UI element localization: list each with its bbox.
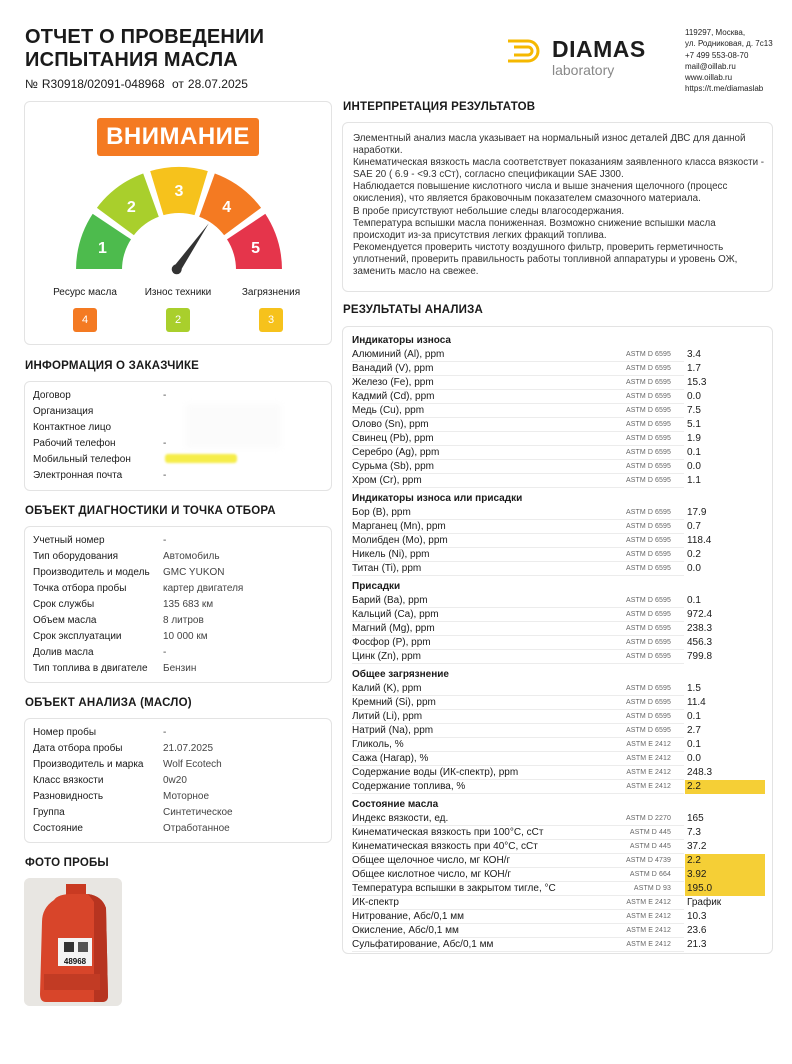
results-row: [352, 780, 766, 794]
results-row: [352, 910, 766, 924]
logo-brand: DIAMAS: [552, 36, 646, 62]
gauge-segment-label: 1: [97, 239, 107, 257]
parameter-name: Нитрование, Абс/0,1 мм: [352, 911, 464, 922]
test-method: ASTM D 6595: [625, 685, 671, 692]
gauge-chart: [71, 162, 287, 282]
results-row: [352, 924, 766, 938]
title-line-1: ОТЧЕТ О ПРОВЕДЕНИИ: [25, 26, 265, 48]
info-label: Мобильный телефон: [33, 454, 131, 465]
parameter-value: 37.2: [687, 841, 707, 852]
results-heading: РЕЗУЛЬТАТЫ АНАЛИЗА: [343, 304, 484, 316]
parameter-name: Кинематическая вязкость при 40°С, сСт: [352, 841, 538, 852]
info-label: Разновидность: [33, 791, 104, 802]
parameter-name: Общее щелочное число, мг КОН/г: [352, 855, 511, 866]
results-group-title: Состояние масла: [352, 799, 439, 810]
results-row: [352, 650, 766, 664]
info-label: Тип топлива в двигателе: [33, 663, 148, 674]
logo-sub: laboratory: [552, 62, 615, 78]
results-group-title: Общее загрязнение: [352, 669, 449, 680]
object-card: [24, 526, 332, 683]
parameter-name: Окисление, Абс/0,1 мм: [352, 925, 459, 936]
results-row: [352, 446, 766, 460]
info-label: Долив масла: [33, 647, 94, 658]
test-method: ASTM D 445: [629, 843, 671, 850]
parameter-value: 456.3: [687, 637, 713, 648]
report-title: [25, 26, 305, 72]
info-label: Группа: [33, 807, 65, 818]
results-row: [352, 362, 766, 376]
parameter-value: 0.7: [687, 521, 701, 532]
results-row: [352, 594, 766, 608]
parameter-name: Общее кислотное число, мг КОН/г: [352, 869, 512, 880]
parameter-name: Литий (Li), ppm: [352, 711, 423, 722]
test-method: ASTM E 2412: [626, 899, 671, 906]
interpretation-line: Элементный анализ масла указывает на нормальный износ деталей ДВС для данной наработки.: [353, 133, 746, 157]
test-method: ASTM E 2412: [626, 783, 671, 790]
gauge-segment-label: 4: [222, 198, 232, 216]
status-banner: ВНИМАНИЕ: [97, 118, 259, 156]
parameter-name: Олово (Sn), ppm: [352, 419, 429, 430]
info-label: Класс вязкости: [33, 775, 104, 786]
results-row: [352, 724, 766, 738]
parameter-value: 248.3: [687, 767, 713, 778]
parameter-value: 10.3: [687, 911, 707, 922]
results-row: [352, 840, 766, 854]
parameter-value-flagged: 2.2: [685, 780, 765, 794]
info-value: 21.07.2025: [163, 743, 214, 754]
test-method: ASTM D 6595: [625, 523, 671, 530]
gauge-segment-label: 3: [174, 183, 184, 200]
parameter-value: 1.9: [687, 433, 701, 444]
results-row: [352, 938, 766, 952]
info-label: Тип оборудования: [33, 551, 119, 562]
test-method: ASTM D 6595: [625, 421, 671, 428]
oil-heading: ОБЪЕКТ АНАЛИЗА (МАСЛО): [25, 697, 192, 709]
test-method: ASTM D 6595: [625, 449, 671, 456]
info-label: Точка отбора пробы: [33, 583, 127, 594]
parameter-value-flagged: 3.92: [685, 868, 765, 882]
info-value: Автомобиль: [163, 551, 220, 562]
indicator-label-resource: Ресурс масла: [53, 287, 117, 298]
info-value: картер двигателя: [163, 583, 244, 594]
contact-line: https://t.me/diamaslab: [685, 84, 764, 94]
contact-line: mail@oillab.ru: [685, 61, 736, 71]
test-method: ASTM D 6595: [625, 639, 671, 646]
parameter-value: График: [687, 897, 722, 908]
info-value: -: [163, 727, 167, 738]
info-value: Wolf Ecotech: [163, 759, 222, 770]
parameter-name: Марганец (Mn), ppm: [352, 521, 446, 532]
parameter-value: 118.4: [687, 535, 712, 546]
test-method: ASTM D 6595: [625, 537, 671, 544]
info-value: GMC YUKON: [163, 567, 225, 578]
results-row: [352, 548, 766, 562]
test-method: ASTM D 6595: [625, 463, 671, 470]
results-group-title: Присадки: [352, 581, 401, 592]
parameter-value: 0.1: [687, 711, 701, 722]
parameter-name: Кадмий (Cd), ppm: [352, 391, 435, 402]
info-label: Контактное лицо: [33, 422, 112, 433]
indicator-label-wear: Износ техники: [144, 287, 212, 298]
highlight-mark: [165, 454, 237, 463]
test-method: ASTM E 2412: [626, 755, 671, 762]
parameter-value: 11.4: [687, 697, 706, 708]
results-row: [352, 520, 766, 534]
info-label: Производитель и марка: [33, 759, 144, 770]
parameter-name: Сажа (Нагар), %: [352, 753, 429, 764]
results-row: [352, 376, 766, 390]
parameter-value: 0.0: [687, 563, 701, 574]
test-method: ASTM E 2412: [626, 769, 671, 776]
results-row: [352, 608, 766, 622]
results-row: [352, 404, 766, 418]
oil-bottle-image: [24, 878, 122, 1006]
results-row: [352, 506, 766, 520]
info-label: Объем масла: [33, 615, 97, 626]
test-method: ASTM D 6595: [625, 597, 671, 604]
parameter-name: ИК-спектр: [352, 897, 399, 908]
test-method: ASTM D 664: [629, 871, 671, 878]
test-method: ASTM D 6595: [625, 713, 671, 720]
parameter-name: Фосфор (P), ppm: [352, 637, 431, 648]
indicator-badge-resource: 4: [73, 308, 97, 332]
test-method: ASTM D 6595: [625, 625, 671, 632]
parameter-value: 23.6: [687, 925, 707, 936]
gauge-segment-label: 2: [126, 198, 136, 216]
interpretation-line: Наблюдается повышение кислотного числа и выше значения щелочного (процесс окисления), что является браковочным показателем смазочного материала.: [353, 181, 728, 205]
info-value: Бензин: [163, 663, 197, 674]
parameter-value: 1.5: [687, 683, 701, 694]
test-method: ASTM D 6595: [625, 509, 671, 516]
results-group-title: Индикаторы износа: [352, 335, 451, 346]
info-value: 135 683 км: [163, 599, 214, 610]
interpretation-line: Температура вспышки масла пониженная. Возможно снижение вспышки масла происходит из-за присутствия легких фракций топлива.: [353, 217, 716, 241]
parameter-name: Сульфатирование, Абс/0,1 мм: [352, 939, 494, 950]
info-value: -: [163, 647, 167, 658]
test-method: ASTM D 4739: [625, 857, 671, 864]
info-label: Состояние: [33, 823, 83, 834]
test-method: ASTM E 2412: [626, 927, 671, 934]
results-row: [352, 812, 766, 826]
info-label: Срок эксплуатации: [33, 631, 122, 642]
test-method: ASTM D 6595: [625, 565, 671, 572]
interpretation-card: [342, 122, 773, 292]
parameter-value: 5.1: [687, 419, 701, 430]
logo-mark-icon: [506, 38, 544, 64]
parameter-name: Алюминий (Al), ppm: [352, 349, 445, 360]
results-row: [352, 682, 766, 696]
results-row: [352, 896, 766, 910]
parameter-value: 7.3: [687, 827, 701, 838]
parameter-name: Свинец (Pb), ppm: [352, 433, 434, 444]
interpretation-line: В пробе присутствуют небольшие следы влагосодержания.: [353, 205, 625, 217]
test-method: ASTM D 6595: [625, 611, 671, 618]
status-gauge-card: [24, 101, 332, 345]
results-group-title: Индикаторы износа или присадки: [352, 493, 523, 504]
test-method: ASTM D 2270: [625, 815, 671, 822]
parameter-name: Содержание воды (ИК-спектр), ppm: [352, 767, 519, 778]
parameter-value: 21.3: [687, 939, 707, 950]
test-method: ASTM D 6595: [625, 653, 671, 660]
indicator-label-contamination: Загрязнения: [241, 287, 301, 298]
parameter-name: Кальций (Ca), ppm: [352, 609, 439, 620]
info-label: Дата отбора пробы: [33, 743, 123, 754]
parameter-value: 1.7: [687, 363, 701, 374]
parameter-name: Калий (K), ppm: [352, 683, 422, 694]
test-method: ASTM D 6595: [625, 351, 671, 358]
results-row: [352, 766, 766, 780]
test-method: ASTM E 2412: [626, 941, 671, 948]
results-row: [352, 622, 766, 636]
contact-line: 119297, Москва,: [685, 28, 746, 37]
object-heading: ОБЪЕКТ ДИАГНОСТИКИ И ТОЧКА ОТБОРА: [25, 505, 276, 517]
info-value: -: [163, 470, 167, 481]
parameter-value-flagged: 2.2: [685, 854, 765, 868]
parameter-value: 799.8: [687, 651, 713, 662]
results-row: [352, 696, 766, 710]
gauge-needle: [173, 223, 208, 271]
contact-line: www.oillab.ru: [685, 73, 733, 83]
gauge-needle-hub: [172, 264, 182, 274]
interpretation-heading: ИНТЕРПРЕТАЦИЯ РЕЗУЛЬТАТОВ: [343, 101, 536, 113]
oil-card: [24, 718, 332, 843]
sample-label: 48968: [63, 957, 87, 966]
test-method: ASTM E 2412: [626, 741, 671, 748]
parameter-name: Барий (Ba), ppm: [352, 595, 428, 606]
parameter-name: Никель (Ni), ppm: [352, 549, 430, 560]
parameter-value: 0.1: [687, 447, 701, 458]
results-row: [352, 562, 766, 576]
results-row: [352, 854, 766, 868]
diamas-logo: [506, 34, 671, 84]
test-method: ASTM D 6595: [625, 435, 671, 442]
test-method: ASTM E 2412: [626, 913, 671, 920]
parameter-name: Кинематическая вязкость при 100°С, сСт: [352, 827, 544, 838]
photo-heading: ФОТО ПРОБЫ: [25, 857, 109, 869]
contacts-block: [685, 27, 790, 95]
parameter-value: 1.1: [687, 475, 701, 486]
parameter-value: 972.4: [687, 609, 713, 620]
parameter-name: Сурьма (Sb), ppm: [352, 461, 434, 472]
parameter-value: 0.1: [687, 595, 701, 606]
contact-line: +7 499 553-08-70: [685, 50, 749, 60]
interpretation-line: Кинематическая вязкость масла соответствует показаниям заявленного класса вязкости - SAE 20 ( 6.9 - <9.3 сСт), согласно спецификации SAE J300.: [353, 157, 765, 181]
test-method: ASTM D 6595: [625, 699, 671, 706]
parameter-name: Цинк (Zn), ppm: [352, 651, 421, 662]
results-row: [352, 868, 766, 882]
test-method: ASTM D 6595: [625, 365, 671, 372]
parameter-value: 17.9: [687, 507, 707, 518]
info-value: -: [163, 390, 167, 401]
parameter-value: 0.0: [687, 461, 701, 472]
parameter-value: 165: [687, 813, 704, 824]
info-label: Учетный номер: [33, 535, 105, 546]
parameter-name: Ванадий (V), ppm: [352, 363, 434, 374]
parameter-value: 15.3: [687, 377, 707, 388]
parameter-value: 2.7: [687, 725, 701, 736]
info-label: Срок службы: [33, 599, 95, 610]
parameter-name: Молибден (Mo), ppm: [352, 535, 448, 546]
results-row: [352, 752, 766, 766]
test-method: ASTM D 6595: [625, 407, 671, 414]
parameter-name: Гликоль, %: [352, 739, 404, 750]
report-date: 28.07.2025: [187, 77, 248, 91]
customer-heading: ИНФОРМАЦИЯ О ЗАКАЗЧИКЕ: [25, 360, 200, 372]
info-value: 8 литров: [163, 615, 204, 626]
results-row: [352, 710, 766, 724]
results-row: [352, 738, 766, 752]
title-line-2: ИСПЫТАНИЯ МАСЛА: [25, 49, 238, 71]
info-value: -: [163, 438, 167, 449]
info-label: Договор: [33, 390, 71, 401]
info-value: Отработанное: [163, 823, 230, 834]
parameter-name: Температура вспышки в закрытом тигле, °С: [352, 883, 556, 894]
results-row: [352, 474, 766, 488]
number-prefix: №: [25, 77, 38, 91]
sample-photo: [24, 878, 122, 1006]
parameter-name: Медь (Cu), ppm: [352, 405, 425, 416]
info-value: Моторное: [163, 791, 210, 802]
test-method: ASTM D 6595: [625, 727, 671, 734]
results-row: [352, 826, 766, 840]
test-method: ASTM D 93: [633, 885, 671, 892]
info-value: 10 000 км: [163, 631, 208, 642]
results-row: [352, 390, 766, 404]
parameter-name: Серебро (Ag), ppm: [352, 447, 440, 458]
parameter-value: 0.0: [687, 753, 701, 764]
interpretation-line: Рекомендуется проверить чистоту воздушного фильтр, проверить герметичность уплотнений, проверить правильность работы топливной аппаратуры и уровень ОЖ, заменить масло на свежее.: [353, 241, 738, 278]
info-label: Рабочий телефон: [33, 438, 116, 449]
results-row: [352, 534, 766, 548]
parameter-value: 0.1: [687, 739, 701, 750]
results-card: [342, 326, 773, 954]
indicator-badge-wear: 2: [166, 308, 190, 332]
parameter-name: Железо (Fe), ppm: [352, 377, 434, 388]
parameter-name: Бор (B), ppm: [352, 507, 411, 518]
document-number: [25, 77, 252, 91]
parameter-name: Индекс вязкости, ед.: [352, 813, 449, 824]
parameter-value: 3.4: [687, 349, 701, 360]
parameter-name: Магний (Mg), ppm: [352, 623, 435, 634]
test-method: ASTM D 6595: [625, 379, 671, 386]
test-method: ASTM D 445: [629, 829, 671, 836]
results-row: [352, 460, 766, 474]
parameter-value: 0.2: [687, 549, 701, 560]
gauge-segment-label: 5: [251, 239, 261, 257]
results-row: [352, 882, 766, 896]
results-row: [352, 432, 766, 446]
parameter-value-flagged: 195.0: [685, 882, 765, 896]
interpretation-text: [353, 133, 767, 278]
info-label: Электронная почта: [33, 470, 123, 481]
parameter-value: 0.0: [687, 391, 701, 402]
info-value: Синтетическое: [163, 807, 233, 818]
info-label: Организация: [33, 406, 94, 417]
info-label: Номер пробы: [33, 727, 97, 738]
date-prefix: от: [172, 77, 184, 91]
parameter-name: Хром (Cr), ppm: [352, 475, 422, 486]
redacted-area: [186, 404, 281, 448]
parameter-name: Натрий (Na), ppm: [352, 725, 434, 736]
parameter-name: Содержание топлива, %: [352, 781, 466, 792]
info-value: -: [163, 535, 167, 546]
report-number: R30918/02091-048968: [41, 77, 165, 91]
info-label: Производитель и модель: [33, 567, 150, 578]
results-row: [352, 636, 766, 650]
parameter-name: Кремний (Si), ppm: [352, 697, 436, 708]
parameter-name: Титан (Ti), ppm: [352, 563, 422, 574]
customer-card: [24, 381, 332, 491]
indicator-badge-contamination: 3: [259, 308, 283, 332]
info-value: 0w20: [163, 775, 187, 786]
test-method: ASTM D 6595: [625, 477, 671, 484]
results-row: [352, 348, 766, 362]
test-method: ASTM D 6595: [625, 393, 671, 400]
contact-line: ул. Родниковая, д. 7с13: [685, 39, 773, 49]
parameter-value: 7.5: [687, 405, 701, 416]
results-row: [352, 418, 766, 432]
test-method: ASTM D 6595: [625, 551, 671, 558]
parameter-value: 238.3: [687, 623, 713, 634]
